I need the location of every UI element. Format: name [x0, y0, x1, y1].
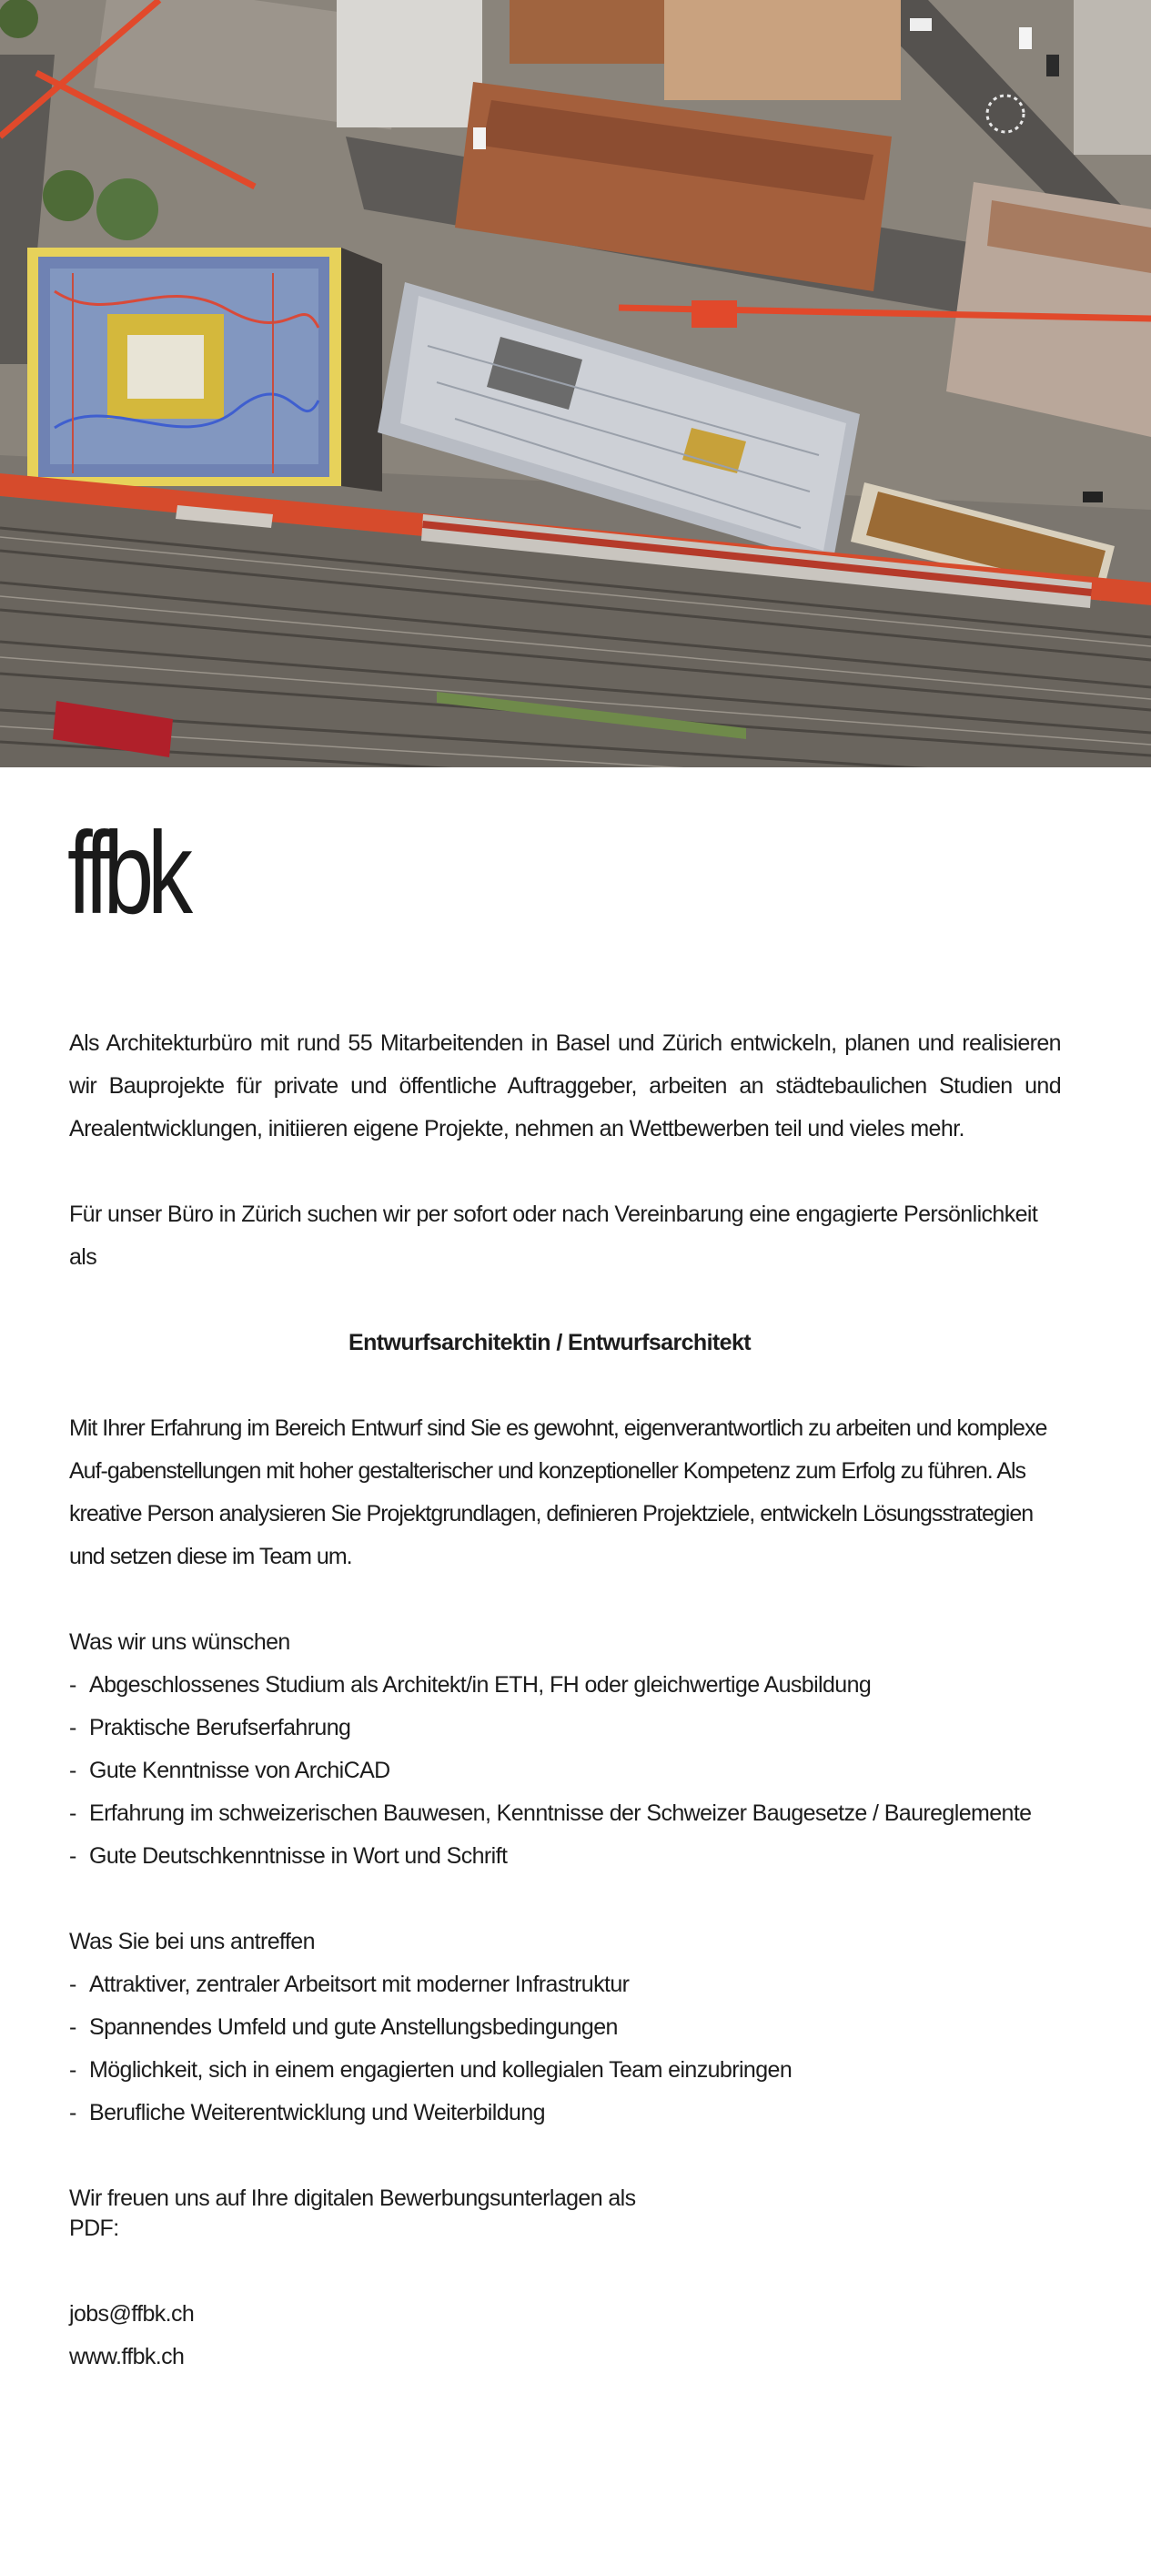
hero-image: [0, 0, 1151, 767]
intro-paragraph: Als Architekturbüro mit rund 55 Mitarbeitenden in Basel und Zürich entwickeln, planen und realisieren wir Bauprojekte für private und öffentliche Auftraggeber, arbeiten an städtebaulichen Studien und Arealentwicklungen, initiieren eigene Projekte, nehmen an Wettbewerben teil und vieles mehr.: [69, 1030, 1061, 1141]
list-item: - Abgeschlossenes Studium als Architekt/in ETH, FH oder gleichwertige Ausbildung: [69, 1664, 1061, 1707]
closing-line-1: Wir freuen uns auf Ihre digitalen Bewerbungsunterlagen als: [69, 2186, 636, 2211]
company-logo: ffbk: [67, 808, 187, 938]
list-item: - Möglichkeit, sich in einem engagierten und kollegialen Team einzubringen: [69, 2049, 1061, 2092]
list-marker: -: [69, 2100, 76, 2125]
job-posting: [69, 1022, 1061, 2378]
list-item: - Erfahrung im schweizerischen Bauwesen, Kenntnisse der Schweizer Baugesetze / Baureglemente: [69, 1792, 1061, 1835]
requirements-heading: Was wir uns wünschen: [69, 1629, 290, 1655]
offer-heading: Was Sie bei uns antreffen: [69, 1929, 315, 1954]
list-item: - Spannendes Umfeld und gute Anstellungsbedingungen: [69, 2006, 1061, 2049]
description-paragraph: Mit Ihrer Erfahrung im Bereich Entwurf sind Sie es gewohnt, eigenverantwortlich zu arbeiten und komplexe Auf-gabenstellungen mit hoher gestalterischer und konzeptioneller Kompetenz zum Erfolg zu führen. Als kreative Person analysieren Sie Projektgrundlagen, definieren Projektziele, entwickeln Lösungsstrategien und setzen diese im Team um.: [69, 1415, 1047, 1569]
list-marker: -: [69, 2014, 76, 2040]
offer-list: [69, 1963, 1061, 2135]
position-title: Entwurfsarchitektin / Entwurfsarchitekt: [348, 1330, 751, 1355]
list-marker: -: [69, 1715, 76, 1740]
aerial-photo-illustration: [0, 0, 1151, 767]
list-marker: -: [69, 1972, 76, 1997]
list-marker: -: [69, 1843, 76, 1869]
closing-line-2: PDF:: [69, 2216, 119, 2241]
list-item: - Gute Deutschkenntnisse in Wort und Schrift: [69, 1835, 1061, 1878]
contact-website-link[interactable]: www.ffbk.ch: [69, 2344, 185, 2369]
list-item: - Berufliche Weiterentwicklung und Weiterbildung: [69, 2092, 1061, 2135]
list-marker: -: [69, 1672, 76, 1698]
contact-email-link[interactable]: jobs@ffbk.ch: [69, 2301, 195, 2327]
list-item: - Attraktiver, zentraler Arbeitsort mit moderner Infrastruktur: [69, 1963, 1061, 2006]
search-sentence: Für unser Büro in Zürich suchen wir per sofort oder nach Vereinbarung eine engagierte Persönlichkeit als: [69, 1202, 1038, 1270]
list-marker: -: [69, 2057, 76, 2083]
list-item: - Praktische Berufserfahrung: [69, 1707, 1061, 1749]
requirements-list: [69, 1664, 1061, 1878]
list-marker: -: [69, 1758, 76, 1783]
list-marker: -: [69, 1800, 76, 1826]
list-item: - Gute Kenntnisse von ArchiCAD: [69, 1749, 1061, 1792]
